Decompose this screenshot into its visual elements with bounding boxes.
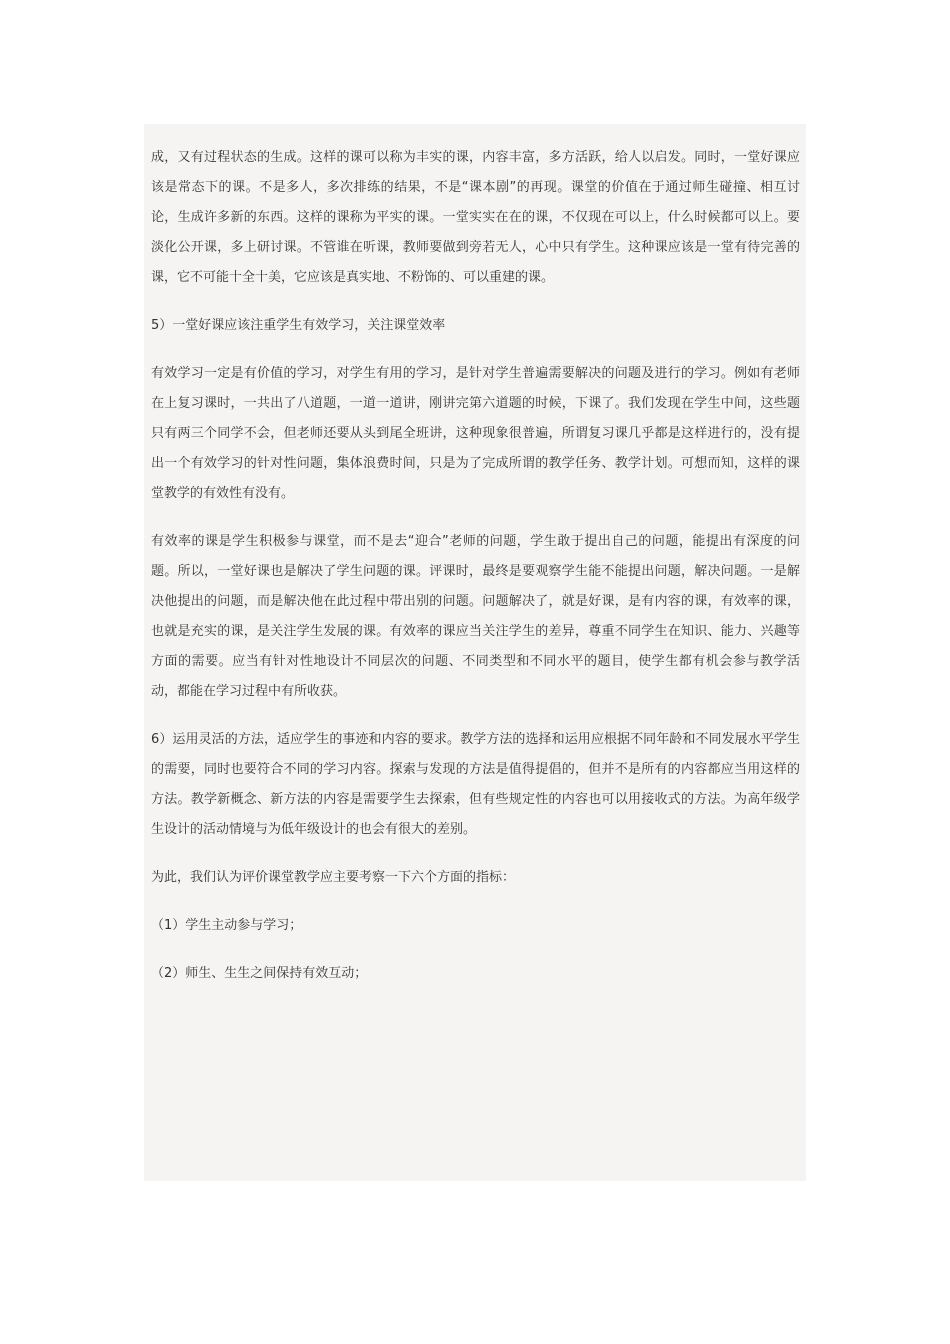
paragraph-effective-learning: 有效学习一定是有价值的学习，对学生有用的学习，是针对学生普遍需要解决的问题及进行的学习。例如有老师在上复习课时，一共出了八道题，一道一道讲，刚讲完第六道题的时候，下课了。我们发现在学生中间，这些题只有两三个同学不会，但老师还要从头到尾全班讲，这种现象很普遍，所谓复习课几乎都是这样进行的，没有提出一个有效学习的针对性问题，集体浪费时间，只是为了完成所谓的教学任务、教学计划。可想而知，这样的课堂教学的有效性有没有。 bbox=[151, 366, 800, 501]
paragraph-criteria-intro: 为此，我们认为评价课堂教学应主要考察一下六个方面的指标： bbox=[151, 870, 516, 885]
paragraph-methods-6: 6）运用灵活的方法，适应学生的事迹和内容的要求。教学方法的选择和运用应根据不同年龄和不同发展水平学生的需要，同时也要符合不同的学习内容。探索与发现的方法是值得提倡的，但并不是所有的内容都应当用这样的方法。教学新概念、新方法的内容是需要学生去探索，但有些规定性的内容也可以用接收式的方法。为高年级学生设计的活动情境与为低年级设计的也会有很大的差别。 bbox=[151, 732, 800, 837]
document-content bbox=[144, 124, 806, 1181]
paragraph-efficiency: 有效率的课是学生积极参与课堂，而不是去“迎合”老师的问题，学生敢于提出自己的问题，能提出有深度的问题。所以，一堂好课也是解决了学生问题的课。评课时，最终是要观察学生能不能提出问题，解决问题。一是解决他提出的问题，而是解决他在此过程中带出别的问题。问题解决了，就是好课，是有内容的课，有效率的课，也就是充实的课，是关注学生发展的课。有效率的课应当关注学生的差异，尊重不同学生在知识、能力、兴趣等方面的需要。应当有针对性地设计不同层次的问题、不同类型和不同水平的题目，使学生都有机会参与教学活动，都能在学习过程中有所收获。 bbox=[151, 534, 800, 699]
paragraph-intro: 成，又有过程状态的生成。这样的课可以称为丰实的课，内容丰富，多方活跃，给人以启发。同时，一堂好课应该是常态下的课。不是多人，多次排练的结果，不是“课本剧”的再现。课堂的价值在于通过师生碰撞、相互讨论，生成许多新的东西。这样的课称为平实的课。一堂实实在在的课，不仅现在可以上，什么时候都可以上。要淡化公开课，多上研讨课。不管谁在听课，教师要做到旁若无人，心中只有学生。这种课应该是一堂有待完善的课，它不可能十全十美，它应该是真实地、不粉饰的、可以重建的课。 bbox=[151, 150, 800, 285]
section-heading-5: 5）一堂好课应该注重学生有效学习，关注课堂效率 bbox=[151, 318, 446, 333]
list-item-1: （1）学生主动参与学习； bbox=[151, 918, 303, 933]
list-item-2: （2）师生、生生之间保持有效互动； bbox=[151, 966, 368, 981]
